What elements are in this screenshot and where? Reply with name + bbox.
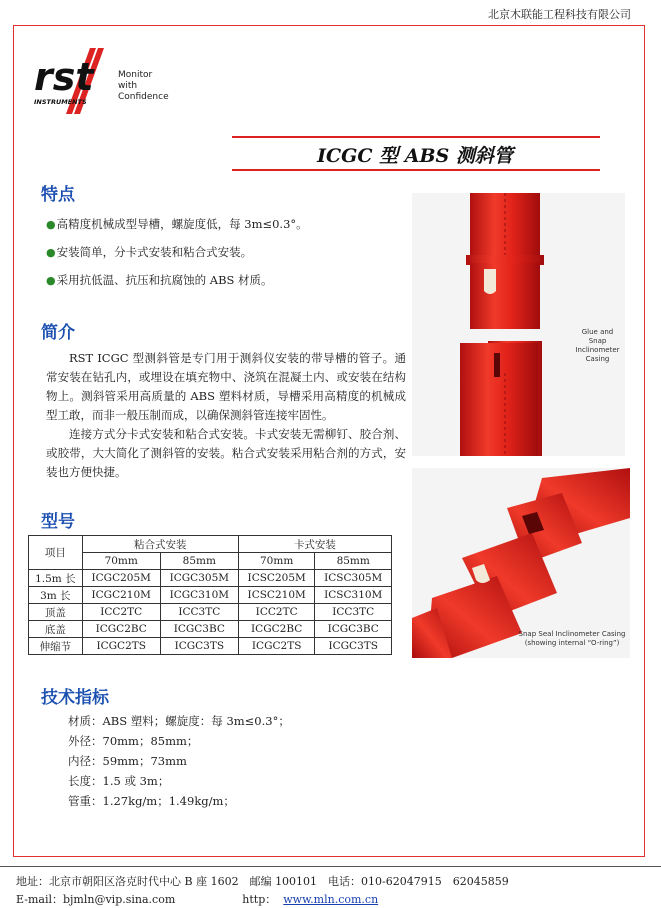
table-row xyxy=(29,621,392,638)
glue-casing-caption: Glue and Snap Inclinometer Casing xyxy=(575,328,620,363)
section-features: 特点 xyxy=(41,185,75,205)
size-header: 85mm xyxy=(315,553,392,570)
logo-wordmark: rst xyxy=(34,55,94,99)
table-cell: ICGC3BC xyxy=(315,621,392,638)
feature-item: ●安装简单，分卡式安装和粘合式安装。 xyxy=(46,245,253,259)
table-cell: 底盖 xyxy=(29,621,83,638)
bullet-dot-icon: ● xyxy=(46,218,56,231)
models-table xyxy=(28,535,392,655)
size-header: 85mm xyxy=(160,553,238,570)
table-cell: ICSC205M xyxy=(238,570,315,587)
table-cell: ICSC305M xyxy=(315,570,392,587)
website-link[interactable]: www.mln.com.cn xyxy=(283,893,379,906)
table-cell: ICGC3BC xyxy=(160,621,238,638)
table-cell: ICGC205M xyxy=(82,570,160,587)
group-header-glue: 粘合式安装 xyxy=(82,536,238,553)
group-header-snap: 卡式安装 xyxy=(238,536,391,553)
item-header: 项目 xyxy=(29,536,83,570)
table-cell: ICGC210M xyxy=(82,587,160,604)
title-rule-bottom xyxy=(232,169,600,171)
title-rule-top xyxy=(232,136,600,138)
http-label: http： xyxy=(242,893,277,906)
table-row xyxy=(29,604,392,621)
feature-item: ●采用抗低温、抗压和抗腐蚀的 ABS 材质。 xyxy=(46,273,273,287)
table-cell: 伸缩节 xyxy=(29,638,83,655)
spec-item: 外径：70mm；85mm； xyxy=(68,734,199,748)
table-cell: ICC3TC xyxy=(160,604,238,621)
logo-tagline: Monitor with Confidence xyxy=(118,70,169,102)
size-header: 70mm xyxy=(82,553,160,570)
footer-contact xyxy=(16,891,378,907)
snap-seal-casing-photo xyxy=(412,468,630,658)
intro-text xyxy=(46,349,406,482)
table-row xyxy=(29,587,392,604)
size-header: 70mm xyxy=(238,553,315,570)
table-cell: ICGC2TS xyxy=(82,638,160,655)
glue-snap-casing-photo xyxy=(412,193,625,456)
spec-item: 管重：1.27kg/m；1.49kg/m； xyxy=(68,794,235,808)
feature-item: ●高精度机械成型导槽，螺旋度低，每 3m≤0.3°。 xyxy=(46,217,308,231)
logo-sub: INSTRUMENTS xyxy=(34,98,87,106)
specs-list xyxy=(68,711,290,811)
table-cell: ICGC2TS xyxy=(238,638,315,655)
table-cell: ICGC3TS xyxy=(315,638,392,655)
footer-address: 地址：北京市朝阳区洛克时代中心 B 座 1602 邮编 100101 电话：010-62047915 62045859 xyxy=(16,875,509,888)
spec-item: 材质：ABS 塑料；螺旋度：每 3m≤0.3°； xyxy=(68,714,290,728)
table-cell: ICSC210M xyxy=(238,587,315,604)
section-models: 型号 xyxy=(41,512,75,532)
table-cell: ICC3TC xyxy=(315,604,392,621)
email-label: E-mail： xyxy=(16,893,63,906)
company-name: 北京木联能工程科技有限公司 xyxy=(488,8,631,21)
section-specs: 技术指标 xyxy=(41,688,109,708)
spec-item: 长度：1.5 或 3m； xyxy=(68,774,170,788)
intro-paragraph: RST ICGC 型测斜管是专门用于测斜仪安装的带导槽的管子。通常安装在钻孔内，或埋设在填充物中、浇筑在混凝土内、或安装在结构物上。测斜管采用高质量的 ABS 塑料材质，导槽采用高精度的机械成型工敢，而非一般压制而成，以确保测斜管连接牢固性。 xyxy=(46,351,406,422)
table-cell: 顶盖 xyxy=(29,604,83,621)
table-cell: 3m 长 xyxy=(29,587,83,604)
table-cell: ICGC2BC xyxy=(238,621,315,638)
table-cell: ICGC2BC xyxy=(82,621,160,638)
table-cell: ICGC3TS xyxy=(160,638,238,655)
section-intro: 简介 xyxy=(41,323,75,343)
email-text: bjmln@vip.sina.com xyxy=(62,893,176,906)
intro-paragraph: 连接方式分卡式安装和粘合式安装。卡式安装无需柳钉、胶合剂、或胶带，大大简化了测斜管的安装。粘合式安装采用粘合剂的方式，安装也方便快捷。 xyxy=(46,427,406,479)
table-cell: ICC2TC xyxy=(82,604,160,621)
footer-rule xyxy=(0,866,661,867)
bullet-dot-icon: ● xyxy=(46,274,56,287)
snap-casing-caption: Snap Seal Inclinometer Casing (showing internal “O-ring”) xyxy=(518,630,626,647)
spec-item: 内径：59mm；73mm xyxy=(68,754,187,768)
table-cell: ICGC310M xyxy=(160,587,238,604)
table-cell: ICC2TC xyxy=(238,604,315,621)
table-cell: ICGC305M xyxy=(160,570,238,587)
page-title: ICGC 型 ABS 测斜管 xyxy=(317,145,513,167)
table-row xyxy=(29,570,392,587)
bullet-dot-icon: ● xyxy=(46,246,56,259)
table-cell: 1.5m 长 xyxy=(29,570,83,587)
table-row xyxy=(29,638,392,655)
table-cell: ICSC310M xyxy=(315,587,392,604)
